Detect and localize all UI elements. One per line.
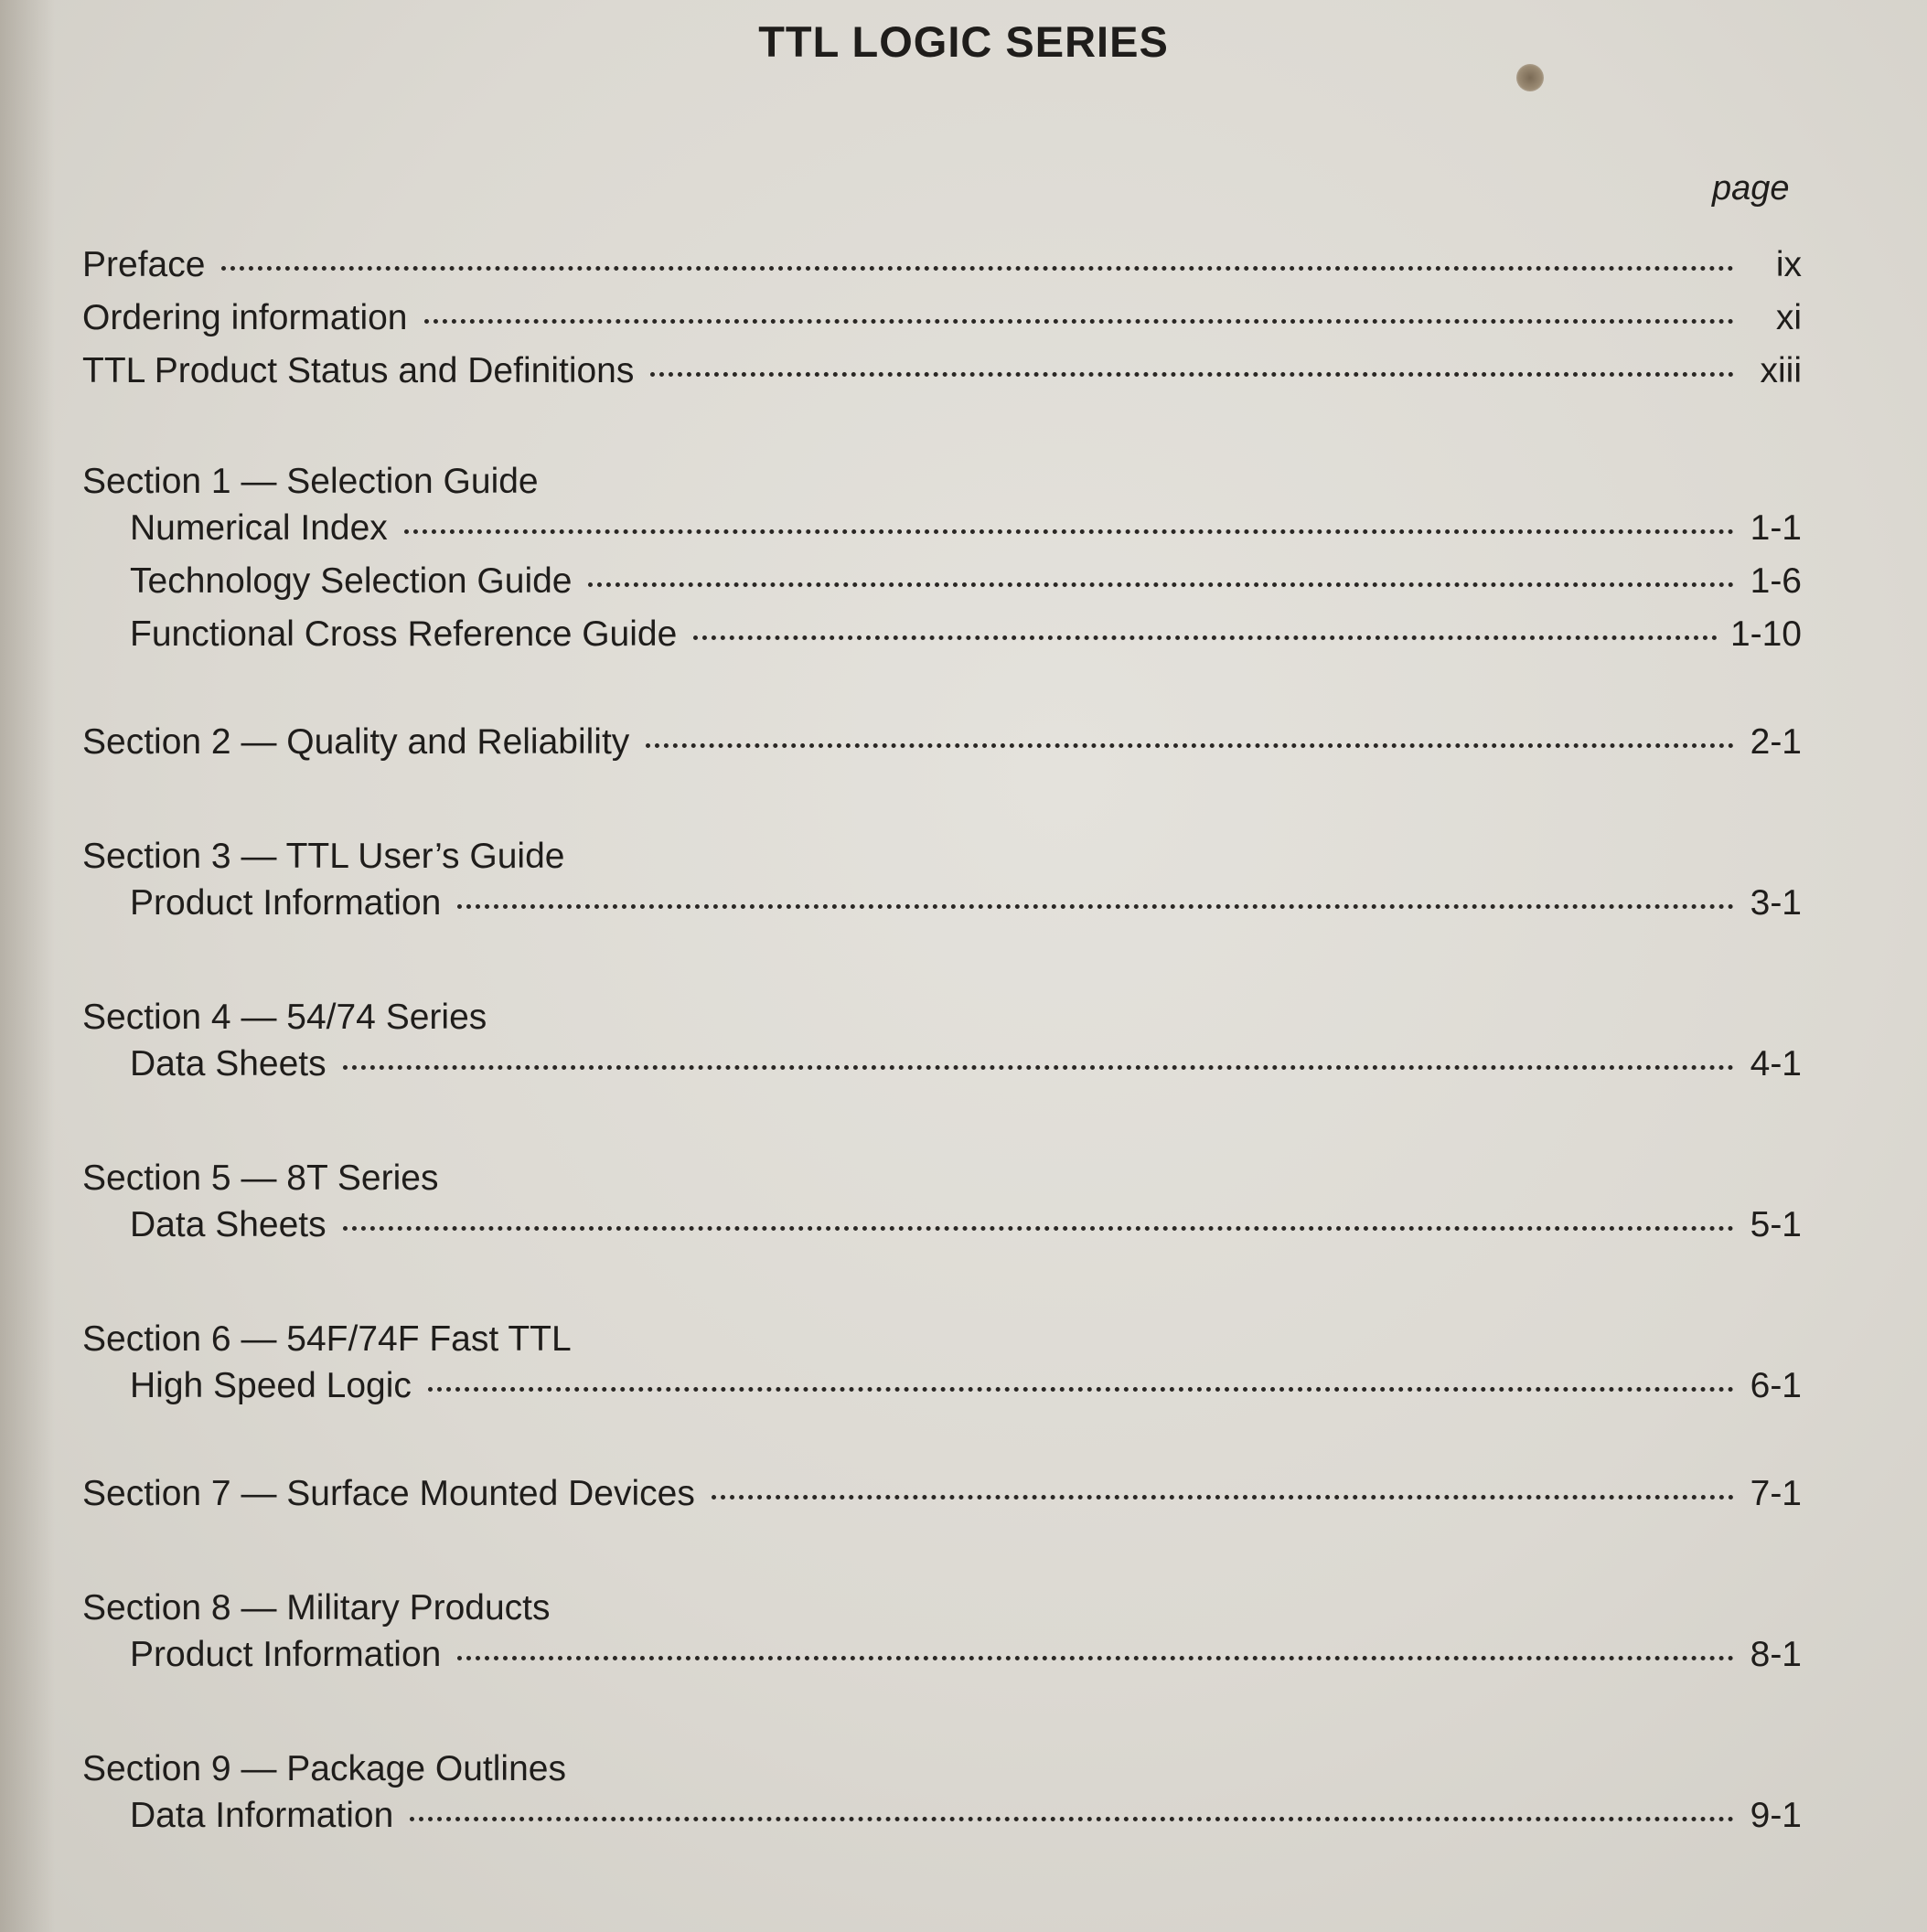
- dot-leader: [343, 1065, 1734, 1070]
- toc-entry-label: Data Sheets: [130, 1044, 327, 1083]
- toc-entry-product-status: [82, 351, 1802, 404]
- toc-entry-page: 4-1: [1750, 1044, 1802, 1083]
- toc-entry-preface: [82, 245, 1802, 298]
- section-6-heading: Section 6 — 54F/74F Fast TTL: [82, 1319, 572, 1359]
- toc-entry-label: Preface: [82, 245, 206, 284]
- dot-leader: [588, 582, 1734, 587]
- section-2-heading: Section 2 — Quality and Reliability: [82, 722, 630, 762]
- dot-leader: [343, 1226, 1734, 1231]
- dot-leader: [221, 266, 1734, 271]
- toc-entry-page: 8-1: [1750, 1635, 1802, 1674]
- dot-leader: [693, 635, 1718, 640]
- toc-entry-label: Technology Selection Guide: [130, 561, 573, 601]
- toc-entry-page: 9-1: [1750, 1796, 1802, 1835]
- dot-leader: [428, 1387, 1734, 1392]
- section-7-heading: Section 7 — Surface Mounted Devices: [82, 1474, 695, 1513]
- page-title: TTL LOGIC SERIES: [758, 17, 1169, 66]
- dot-leader: [646, 743, 1734, 748]
- dot-leader: [404, 529, 1734, 534]
- toc-entry-product-information: [82, 1635, 1802, 1688]
- dot-leader: [712, 1495, 1734, 1500]
- toc-entry-label: Product Information: [130, 883, 442, 923]
- toc-entry-label: High Speed Logic: [130, 1366, 412, 1405]
- toc-entry-page: 5-1: [1750, 1205, 1802, 1244]
- dot-leader: [457, 904, 1734, 909]
- section-1-heading: Section 1 — Selection Guide: [82, 462, 539, 501]
- toc-entry-page: ix: [1775, 245, 1802, 284]
- section-7-entry: [82, 1474, 1802, 1527]
- table-of-contents: [82, 245, 1802, 1849]
- section-2-entry: [82, 722, 1802, 775]
- section-5-heading: Section 5 — 8T Series: [82, 1158, 439, 1198]
- toc-entry-page: 1-6: [1750, 561, 1802, 601]
- toc-entry-label: Data Sheets: [130, 1205, 327, 1244]
- toc-entry-numerical-index: [82, 508, 1802, 561]
- toc-entry-data-information: [82, 1796, 1802, 1849]
- toc-entry-page: 1-10: [1729, 614, 1802, 654]
- toc-entry-label: Product Information: [130, 1635, 442, 1674]
- stain-mark: [1516, 64, 1544, 91]
- toc-entry-page: 6-1: [1750, 1366, 1802, 1405]
- toc-entry-data-sheets: [82, 1205, 1802, 1258]
- toc-entry-label: Functional Cross Reference Guide: [130, 614, 678, 654]
- toc-entry-label: TTL Product Status and Definitions: [82, 351, 635, 390]
- page-column-label: page: [1712, 169, 1790, 208]
- toc-entry-page: xi: [1775, 298, 1802, 337]
- toc-entry-ordering-information: [82, 298, 1802, 351]
- section-4-heading: Section 4 — 54/74 Series: [82, 998, 487, 1037]
- toc-entry-page: 1-1: [1750, 508, 1802, 548]
- toc-entry-label: Data Information: [130, 1796, 394, 1835]
- toc-entry-label: Numerical Index: [130, 508, 388, 548]
- toc-entry-page: 2-1: [1750, 722, 1802, 762]
- toc-entry-high-speed-logic: [82, 1366, 1802, 1419]
- section-3-heading: Section 3 — TTL User’s Guide: [82, 837, 565, 876]
- toc-entry-page: 7-1: [1750, 1474, 1802, 1513]
- dot-leader: [650, 372, 1734, 377]
- dot-leader: [424, 319, 1735, 324]
- toc-entry-technology-selection-guide: [82, 561, 1802, 614]
- toc-entry-page: xiii: [1760, 351, 1802, 390]
- dot-leader: [457, 1656, 1734, 1660]
- section-8-heading: Section 8 — Military Products: [82, 1588, 551, 1628]
- section-9-heading: Section 9 — Package Outlines: [82, 1749, 566, 1788]
- toc-entry-data-sheets: [82, 1044, 1802, 1097]
- toc-entry-functional-cross-reference: [82, 614, 1802, 667]
- dot-leader: [410, 1817, 1734, 1821]
- toc-entry-page: 3-1: [1750, 883, 1802, 923]
- toc-entry-product-information: [82, 883, 1802, 936]
- toc-entry-label: Ordering information: [82, 298, 408, 337]
